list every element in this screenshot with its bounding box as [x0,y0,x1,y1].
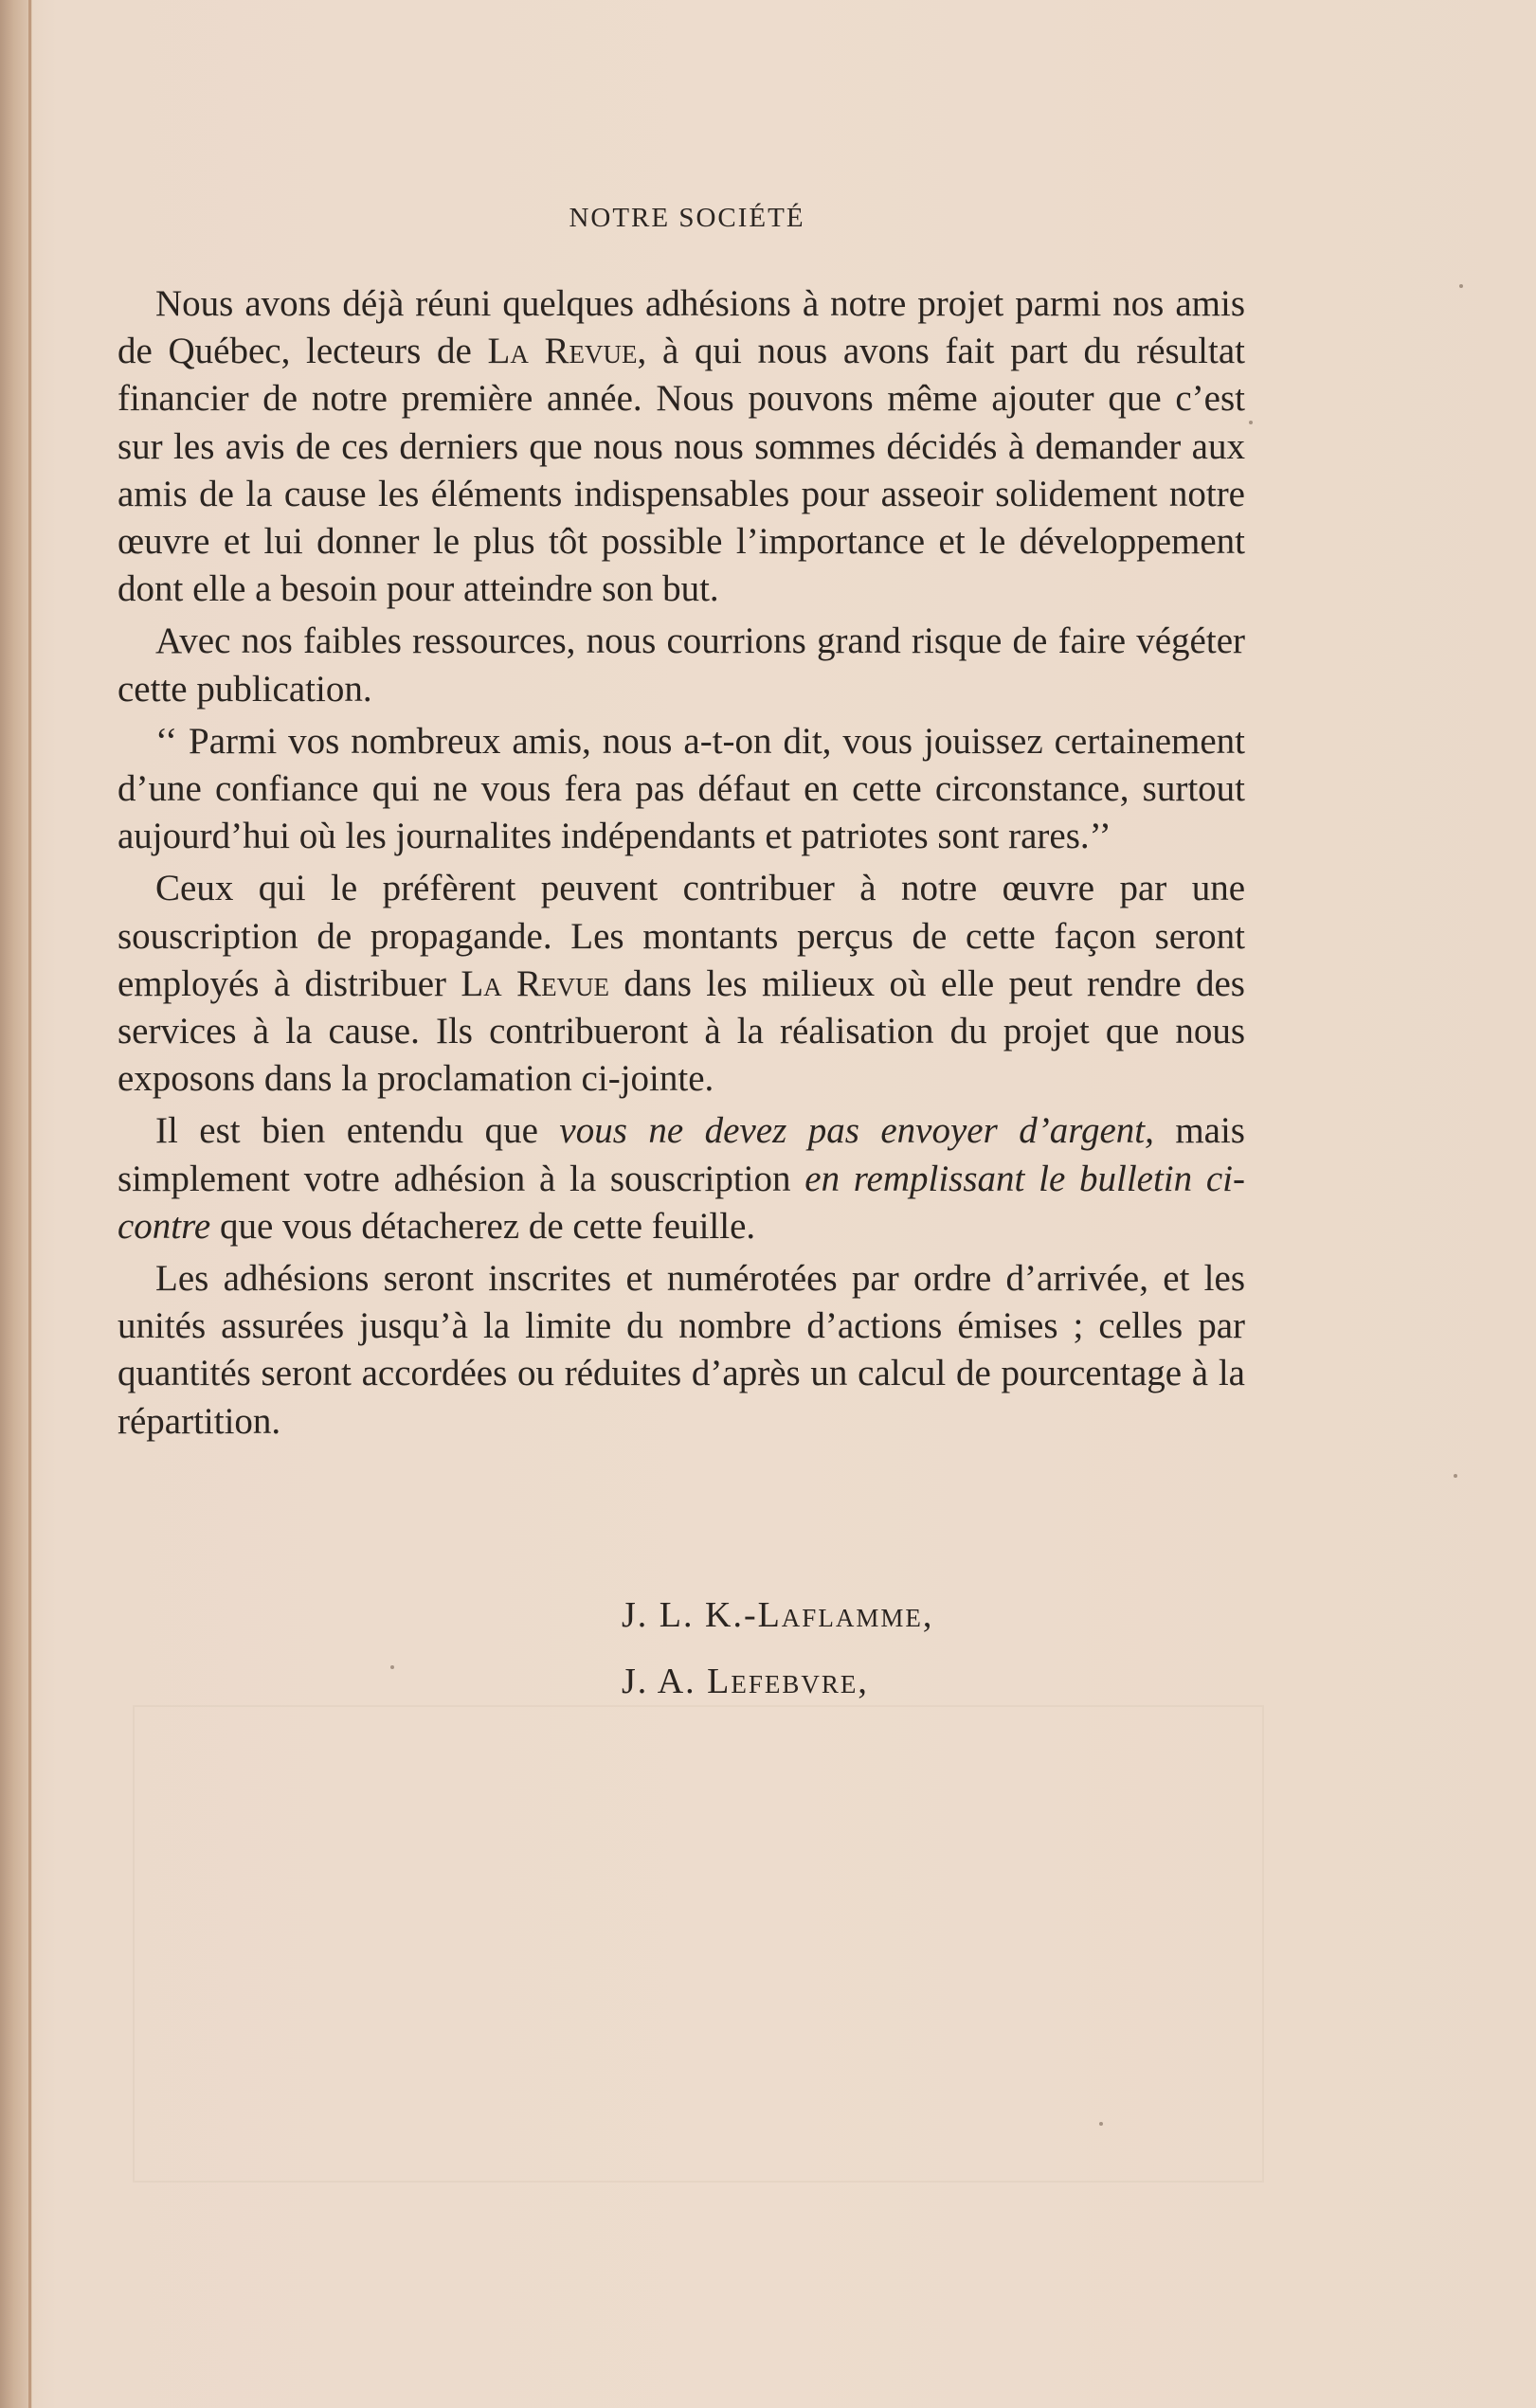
text-segment: ‘‘ Parmi vos nombreux amis, nous a-t-on dit, vous jouissez certainement d’une confiance qui ne vous fera pas défaut en cette circonstance, surtout aujourd’hui où les journalites indépendants et patriotes sont rares.’’ [117,720,1245,857]
italic-text: en remplissant le bulletin ci-contre [117,1158,1246,1247]
text-segment: , à qui nous avons fait part du résultat financier de notre première année. Nous pouvons même ajouter que c’est sur les avis de ces derniers que nous nous sommes décidés à demander aux amis de la cause les éléments indispensables pour asseoir solidement notre œuvre et lui donner le plus tôt possible l’importance et le développement dont elle a besoin pour atteindre son but. [117,331,1245,610]
text-segment: Nous avons déjà réuni quelques adhésions à notre projet parmi nos amis de Québec, lecteurs de [117,283,1245,372]
text-segment: Les adhésions seront inscrites et numérotées par ordre d’arrivée, et les unités assurées jusqu’à la limite du nombre d’actions émises ; celles par quantités seront accordées ou réduites d’après un calcul de pourcentage à la répartition. [117,1258,1245,1442]
text-segment: Il est bien entendu que [155,1110,560,1152]
paper-speck [390,1665,394,1669]
paragraph [117,718,1245,861]
text-segment: mais simplement votre adhésion à la souscription [117,1110,1245,1199]
paragraph [117,1107,1245,1250]
paragraph [117,865,1245,1103]
signatures [622,1582,933,1715]
paper-speck [1249,421,1253,424]
text-segment: Avec nos faibles ressources, nous courrions grand risque de faire végéter cette publication. [117,620,1245,710]
text-segment: Ceux qui le préfèrent peuvent contribuer à notre œuvre par une souscription de propagande. Les montants perçus de cette façon seront employés à distribuer [117,868,1245,1004]
journal-name: La Revue [461,962,610,1004]
paper-speck [1454,1474,1457,1478]
body-text [117,280,1245,1450]
paragraph [117,618,1245,712]
signature-lefebvre: J. A. Lefebvre, [622,1662,869,1701]
paragraph [117,280,1245,613]
journal-name: La Revue [487,331,638,372]
italic-text: vous ne devez pas envoyer d’argent, [559,1110,1154,1152]
page-margin-line [28,0,31,2408]
paper-speck [1099,2122,1103,2126]
show-through-box [133,1705,1264,2183]
page-heading: NOTRE SOCIÉTÉ [569,203,805,233]
text-segment: que vous détacherez de cette feuille. [210,1205,756,1247]
text-segment: dans les milieux où elle peut rendre des services à la cause. Ils contribueront à la réalisation du projet que nous exposons dans la proclamation ci-jointe. [117,962,1245,1100]
paper-speck [1459,284,1463,288]
paragraph [117,1255,1245,1446]
signature-laflamme: J. L. K.-Laflamme, [622,1595,934,1635]
page-binding-edge [0,0,32,2408]
